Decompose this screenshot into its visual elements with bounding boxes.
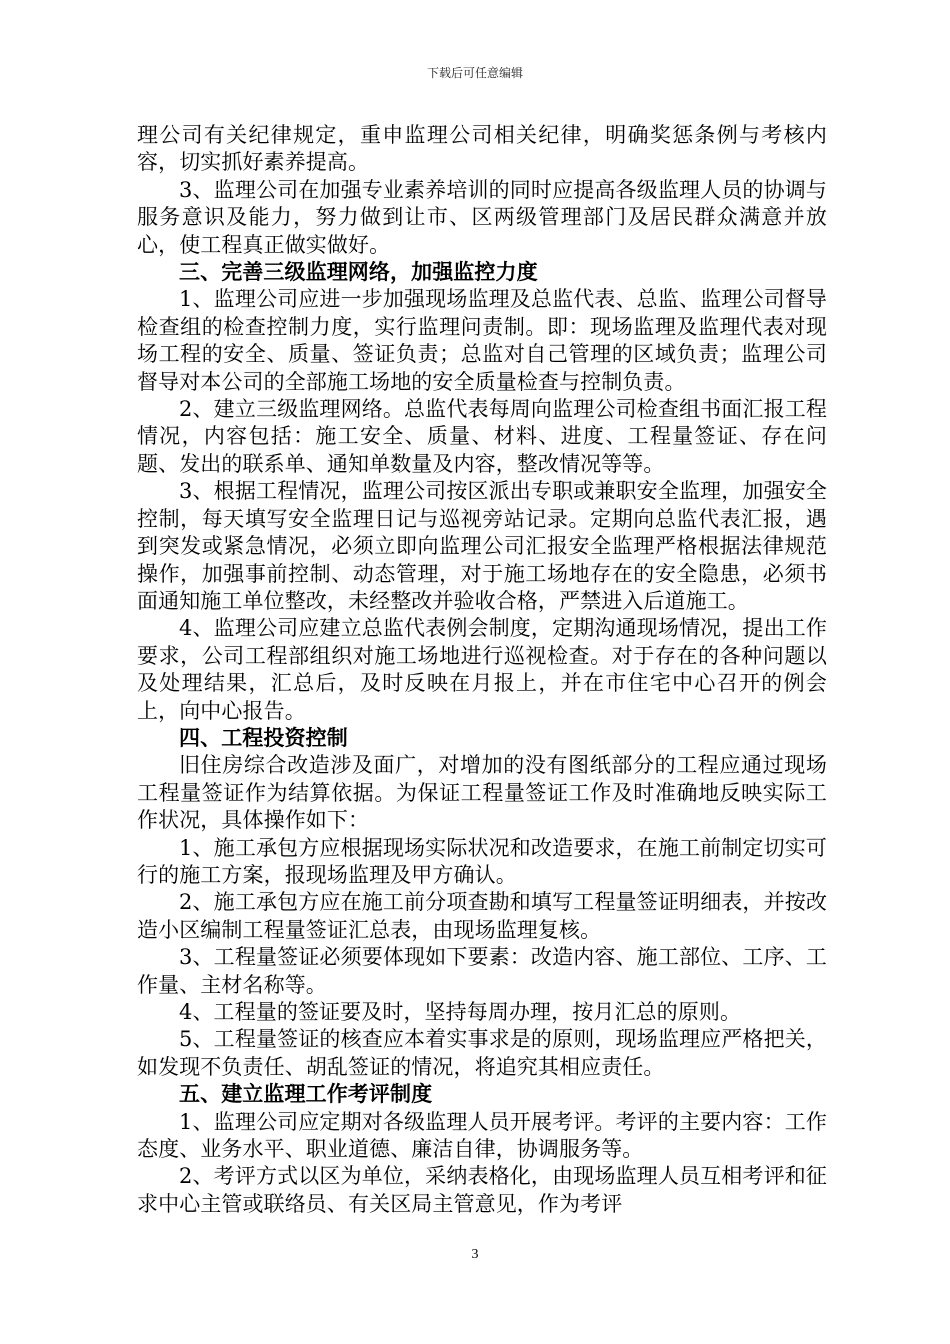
paragraph: 2、建立三级监理网络。总监代表每周向监理公司检查组书面汇报工程情况，内容包括：施工安全、质量、材料、进度、工程量签证、存在问题、发出的联系单、通知单数量及内容，整改情况等等。 bbox=[137, 397, 827, 476]
paragraph: 3、根据工程情况，监理公司按区派出专职或兼职安全监理，加强安全控制，每天填写安全监理日记与巡视旁站记录。定期向总监代表汇报，遇到突发或紧急情况，必须立即向监理公司汇报安全监理严格根据法律规范操作，加强事前控制、动态管理，对于施工场地存在的安全隐患，必须书面通知施工单位整改，未经整改并验收合格，严禁进入后道施工。 bbox=[137, 479, 827, 613]
page-number: 3 bbox=[471, 1247, 479, 1262]
section-heading: 四、工程投资控制 bbox=[179, 725, 348, 750]
paragraph: 2、考评方式以区为单位，采纳表格化，由现场监理人员互相考评和征求中心主管或联络员、有关区局主管意见，作为考评 bbox=[137, 1164, 827, 1216]
paragraph: 1、监理公司应定期对各级监理人员开展考评。考评的主要内容：工作态度、业务水平、职业道德、廉洁自律，协调服务等。 bbox=[137, 1109, 827, 1162]
paragraph: 3、监理公司在加强专业素养培训的同时应提高各级监理人员的协调与服务意识及能力，努力做到让市、区两级管理部门及居民群众满意并放心，使工程真正做实做好。 bbox=[137, 177, 827, 257]
paragraph: 4、工程量的签证要及时，坚持每周办理，按月汇总的原则。 bbox=[179, 1000, 742, 1024]
section-heading: 五、建立监理工作考评制度 bbox=[179, 1082, 433, 1107]
document-body bbox=[137, 122, 827, 1218]
paragraph: 旧住房综合改造涉及面广，对增加的没有图纸部分的工程应通过现场工程量签证作为结算依据。为保证工程量签证工作及时准确地反映实际工作状况，具体操作如下： bbox=[137, 753, 827, 833]
page-header: 下载后可任意编辑 bbox=[426, 66, 523, 80]
paragraph: 3、工程量签证必须要体现如下要素：改造内容、施工部位、工序、工作量、主材名称等。 bbox=[137, 945, 827, 997]
paragraph: 5、工程量签证的核查应本着实事求是的原则，现场监理应严格把关，如发现不负责任、胡乱签证的情况，将追究其相应责任。 bbox=[137, 1027, 827, 1079]
paragraph: 4、监理公司应建立总监代表例会制度，定期沟通现场情况，提出工作要求，公司工程部组织对施工场地进行巡视检查。对于存在的各种问题以及处理结果，汇总后，及时反映在月报上，并在市住宅中心召开的例会上，向中心报告。 bbox=[137, 616, 827, 723]
paragraph: 理公司有关纪律规定，重申监理公司相关纪律，明确奖惩条例与考核内容，切实抓好素养提高。 bbox=[137, 123, 827, 175]
paragraph: 1、施工承包方应根据现场实际状况和改造要求，在施工前制定切实可行的施工方案，报现场监理及甲方确认。 bbox=[137, 835, 827, 887]
paragraph: 2、施工承包方应在施工前分项查勘和填写工程量签证明细表，并按改造小区编制工程量签证汇总表，由现场监理复核。 bbox=[137, 890, 827, 942]
paragraph: 1、监理公司应进一步加强现场监理及总监代表、总监、监理公司督导检查组的检查控制力度，实行监理问责制。即：现场监理及监理代表对现场工程的安全、质量、签证负责；总监对自己管理的区域负责；监理公司督导对本公司的全部施工场地的安全质量检查与控制负责。 bbox=[137, 287, 827, 394]
section-heading: 三、完善三级监理网络，加强监控力度 bbox=[179, 260, 538, 285]
